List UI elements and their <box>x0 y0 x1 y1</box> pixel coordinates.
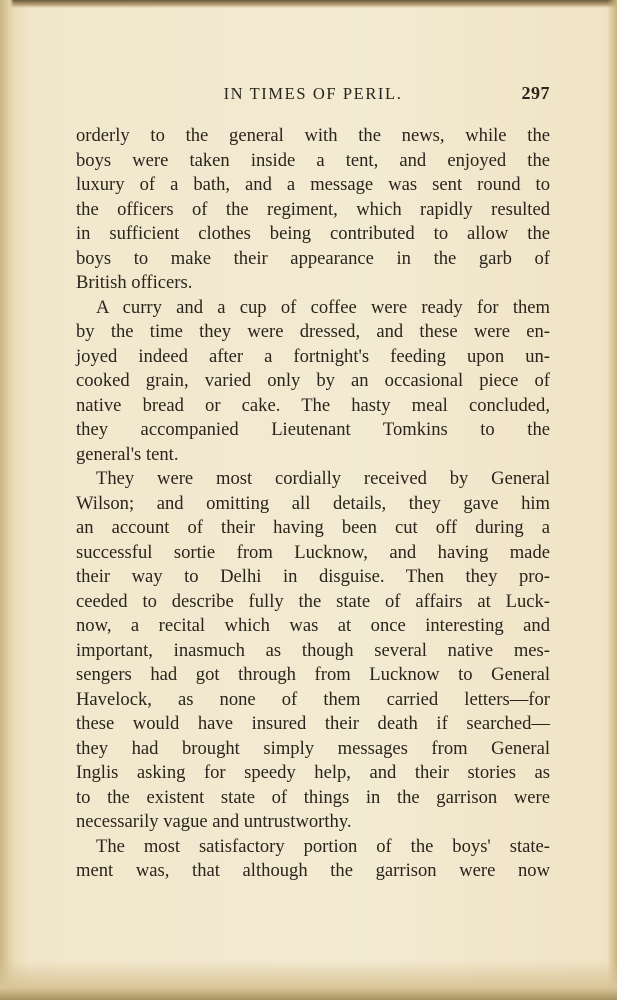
text-line: an account of their having been cut off during a <box>76 517 550 538</box>
page-header <box>76 84 550 108</box>
text-line: general's tent. <box>76 443 179 465</box>
page-top-shadow <box>0 0 617 8</box>
text-line: now, a recital which was at once interesting and <box>76 615 550 636</box>
text-line: The most satisfactory portion of the boys' state- <box>96 835 550 857</box>
text-line: ment was, that although the garrison were now <box>76 860 550 881</box>
page-right-edge <box>607 0 617 1000</box>
text-line: boys were taken inside a tent, and enjoyed the <box>76 149 550 171</box>
body-text <box>76 124 550 884</box>
text-line: native bread or cake. The hasty meal concluded, <box>76 394 550 416</box>
text-line: ceeded to describe fully the state of affairs at Luck- <box>76 590 550 612</box>
text-line: important, inasmuch as though several native mes- <box>76 639 550 661</box>
page-number: 297 <box>521 83 550 103</box>
text-line: these would have insured their death if searched— <box>76 713 550 734</box>
text-line: Wilson; and omitting all details, they gave him <box>76 492 550 514</box>
running-title: IN TIMES OF PERIL. <box>223 84 403 103</box>
text-line: necessarily vague and untrustworthy. <box>76 811 352 832</box>
text-line: cooked grain, varied only by an occasional piece of <box>76 370 550 391</box>
page-left-edge <box>0 0 14 1000</box>
text-line: their way to Delhi in disguise. Then they pro- <box>76 566 550 587</box>
text-line: sengers had got through from Lucknow to General <box>76 664 550 685</box>
text-line: they accompanied Lieutenant Tomkins to the <box>76 419 550 440</box>
page-bottom-edge <box>0 960 617 1000</box>
text-line: British officers. <box>76 272 193 293</box>
text-line: Havelock, as none of them carried letters—for <box>76 688 550 710</box>
text-line: orderly to the general with the news, while the <box>76 125 550 146</box>
text-line: luxury of a bath, and a message was sent round to <box>76 174 550 195</box>
text-line: by the time they were dressed, and these were en- <box>76 321 550 342</box>
text-line: joyed indeed after a fortnight's feeding upon un- <box>76 345 550 367</box>
text-line: they had brought simply messages from General <box>76 737 550 759</box>
text-line: in sufficient clothes being contributed to allow the <box>76 223 550 244</box>
text-line: successful sortie from Lucknow, and having made <box>76 541 550 563</box>
text-line: Inglis asking for speedy help, and their stories as <box>76 762 550 783</box>
text-line: A curry and a cup of coffee were ready for them <box>96 296 550 318</box>
text-line: boys to make their appearance in the garb of <box>76 247 550 269</box>
text-line: to the existent state of things in the garrison were <box>76 786 550 808</box>
text-line: They were most cordially received by General <box>96 468 550 489</box>
text-line: the officers of the regiment, which rapidly resulted <box>76 198 550 220</box>
